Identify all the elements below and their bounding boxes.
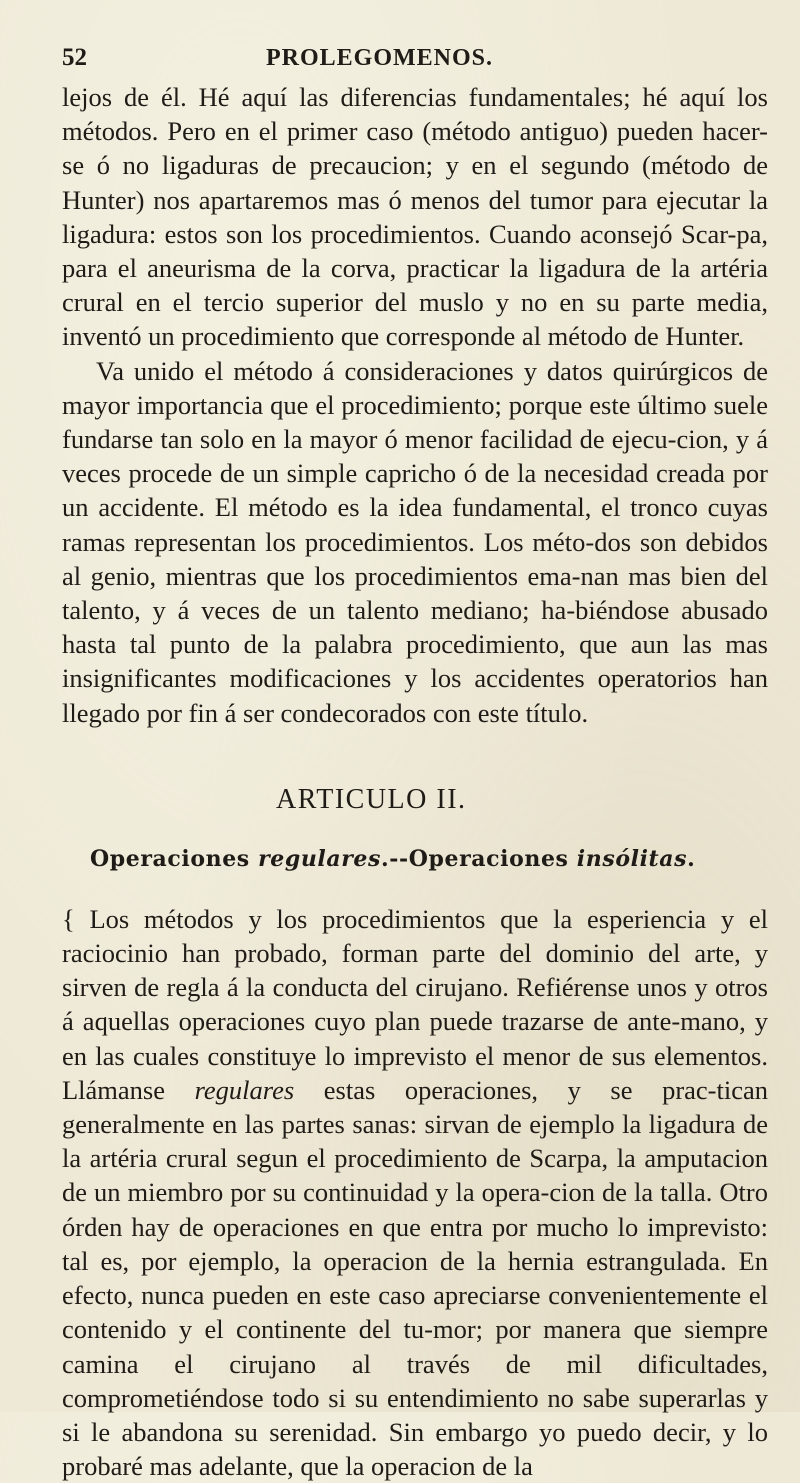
section-subtitle <box>62 846 768 876</box>
paragraph-3-italic: regulares <box>194 1074 295 1105</box>
subtitle-part-5: . <box>687 845 696 872</box>
subtitle-part-4: insólitas <box>576 845 688 872</box>
paragraph-3 <box>62 902 768 1483</box>
page-number: 52 <box>62 44 87 71</box>
running-head: PROLEGOMENOS. <box>266 45 494 71</box>
paragraph-2: Va unido el método á consideraciones y datos quirúrgicos de mayor importancia que el procedimiento; porque este último suele fundarse tan solo en la mayor ó menor facilidad de ejecu-cion, y á veces procede de un simple capricho ó de la necesidad creada por un accidente. El método es la idea fundamental, el tronco cuyas ramas representan los procedimientos. Los méto-dos son debidos al genio, mientras que los procedimientos ema-nan mas bien del talento, y á veces de un talento mediano; ha-biéndose abusado hasta tal punto de la palabra procedimiento, que aun las mas insignificantes modificaciones y los accidentes operatorios han llegado por fin á ser condecorados con este título. <box>62 355 768 728</box>
article-title: ARTICULO II. <box>276 783 467 815</box>
paragraph-1: lejos de él. Hé aquí las diferencias fundamentales; hé aquí los métodos. Pero en el primer caso (método antiguo) pueden hacer-se ó no ligaduras de precaucion; y en el segundo (método de Hunter) nos apartaremos mas ó menos del tumor para ejecutar la ligadura: estos son los procedimientos. Cuando aconsejó Scar-pa, para el aneurisma de la corva, practicar la ligadura de la artéria crural en el tercio superior del muslo y no en su parte media, inventó un procedimiento que corresponde al método de Hunter. <box>62 82 768 352</box>
page-header <box>62 44 768 78</box>
paragraph-3-text-b: estas operaciones, y se prac-tican generalmente en las partes sanas: sirvan de ejemplo la ligadura de la artéria crural segun el procedimiento de Scarpa, la amputacion de un miembro por su continuidad y la opera-cion de la talla. Otro órden hay de operaciones en que entra por mucho lo imprevisto: tal es, por ejemplo, la operacion de la hernia estrangulada. En efecto, nunca pueden en este caso apreciarse convenientemente el contenido y el continente del tu-mor; por manera que siempre camina el cirujano al través de mil dificultades, comprometiéndose todo si su entendimiento no sabe superarlas y si le abandona su serenidad. Sin embargo yo puedo decir, y lo probaré mas adelante, que la operacion de la <box>62 1074 768 1482</box>
subtitle-part-2: regulares <box>258 845 382 872</box>
subtitle-part-3: .--Operaciones <box>381 845 577 872</box>
opening-mark: { <box>62 903 75 934</box>
subtitle-part-1: Operaciones <box>90 845 259 872</box>
paragraph-3-text-a: Los métodos y los procedimientos que la esperiencia y el raciocinio han probado, forman parte del dominio del arte, y sirven de regla á la conducta del cirujano. Refiérense unos y otros á aquellas operaciones cuyo plan puede trazarse de ante-mano, y en las cuales constituye lo imprevisto el menor de sus elementos. Llámanse <box>62 903 768 1105</box>
book-page <box>62 44 768 1483</box>
